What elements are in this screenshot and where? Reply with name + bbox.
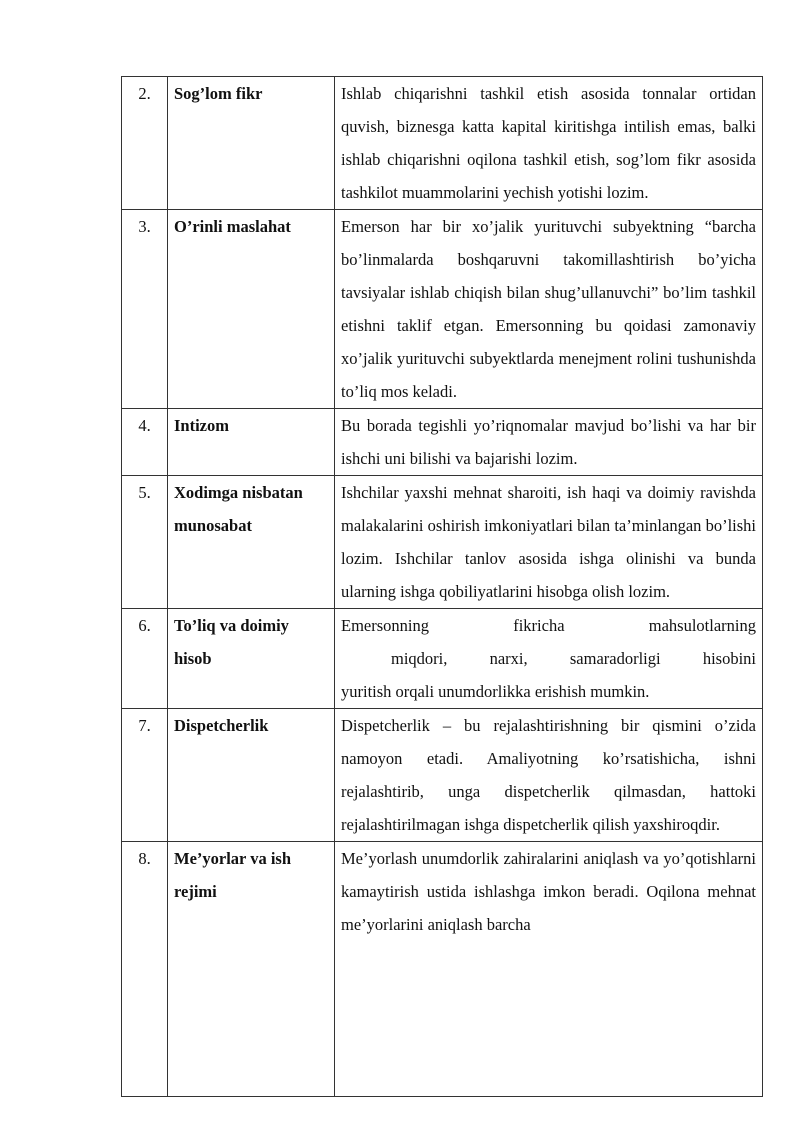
row-number: 6. (122, 609, 168, 709)
principle-description: Dispetcherlik – bu rejalashtirishning bir qismini o’zida namoyon etadi. Amaliyotning ko’rsatishicha, ishni rejalashtirib, unga dispetcherlik qilmasdan, hattoki rejalashtirilmagan ishga dispetcherlik qilish yaxshiroqdir. (335, 709, 763, 842)
principle-name: Xodimga nisbatan munosabat (168, 476, 335, 609)
table-row (122, 709, 763, 842)
row-number: 2. (122, 77, 168, 210)
description-line: yuritish orqali unumdorlikka erishish mumkin. (341, 682, 650, 701)
principle-name: Me’yorlar va ish rejimi (168, 842, 335, 1097)
row-number: 5. (122, 476, 168, 609)
table-row (122, 842, 763, 1097)
principle-description: Emerson har bir xo’jalik yurituvchi subyektning “barcha bo’linmalarda boshqaruvni takomillashtirish bo’yicha tavsiyalar ishlab chiqish bilan shug’ullanuvchi” bo’lim tashkil etishni taklif etgan. Emersonning bu qoidasi zamonaviy xo’jalik yurituvchi subyektlarda menejment rolini tushunishda to’liq mos keladi. (335, 210, 763, 409)
table-row (122, 409, 763, 476)
row-number: 7. (122, 709, 168, 842)
principle-description: Ishlab chiqarishni tashkil etish asosida tonnalar ortidan quvish, biznesga katta kapital kiritishga intilish emas, balki ishlab chiqarishni oqilona tashkil etish, sog’lom fikr asosida tashkilot muammolarini yechish yotishi lozim. (335, 77, 763, 210)
table-row (122, 210, 763, 409)
principle-name: Dispetcherlik (168, 709, 335, 842)
principle-name: O’rinli maslahat (168, 210, 335, 409)
principle-name: Intizom (168, 409, 335, 476)
row-number: 8. (122, 842, 168, 1097)
row-number: 3. (122, 210, 168, 409)
table-row (122, 77, 763, 210)
table-row (122, 476, 763, 609)
principle-name: Sog’lom fikr (168, 77, 335, 210)
principle-description (335, 609, 763, 709)
principle-description: Bu borada tegishli yo’riqnomalar mavjud bo’lishi va har bir ishchi uni bilishi va bajarishi lozim. (335, 409, 763, 476)
principle-description: Ishchilar yaxshi mehnat sharoiti, ish haqi va doimiy ravishda malakalarini oshirish imkoniyatlari bilan ta’minlangan bo’lishi lozim. Ishchilar tanlov asosida ishga olinishi va bunda ularning ishga qobiliyatlarini hisobga olish lozim. (335, 476, 763, 609)
table-row (122, 609, 763, 709)
description-line: Emersonning fikricha mahsulotlarning (341, 616, 756, 635)
principle-name: To’liq va doimiy hisob (168, 609, 335, 709)
principles-table (121, 76, 763, 1097)
principle-description: Me’yorlash unumdorlik zahiralarini aniqlash va yo’qotishlarni kamaytirish ustida ishlashga imkon beradi. Oqilona mehnat me’yorlarini aniqlash barcha (335, 842, 763, 1097)
row-number: 4. (122, 409, 168, 476)
description-line: miqdori, narxi, samaradorligi hisobini (391, 649, 756, 668)
